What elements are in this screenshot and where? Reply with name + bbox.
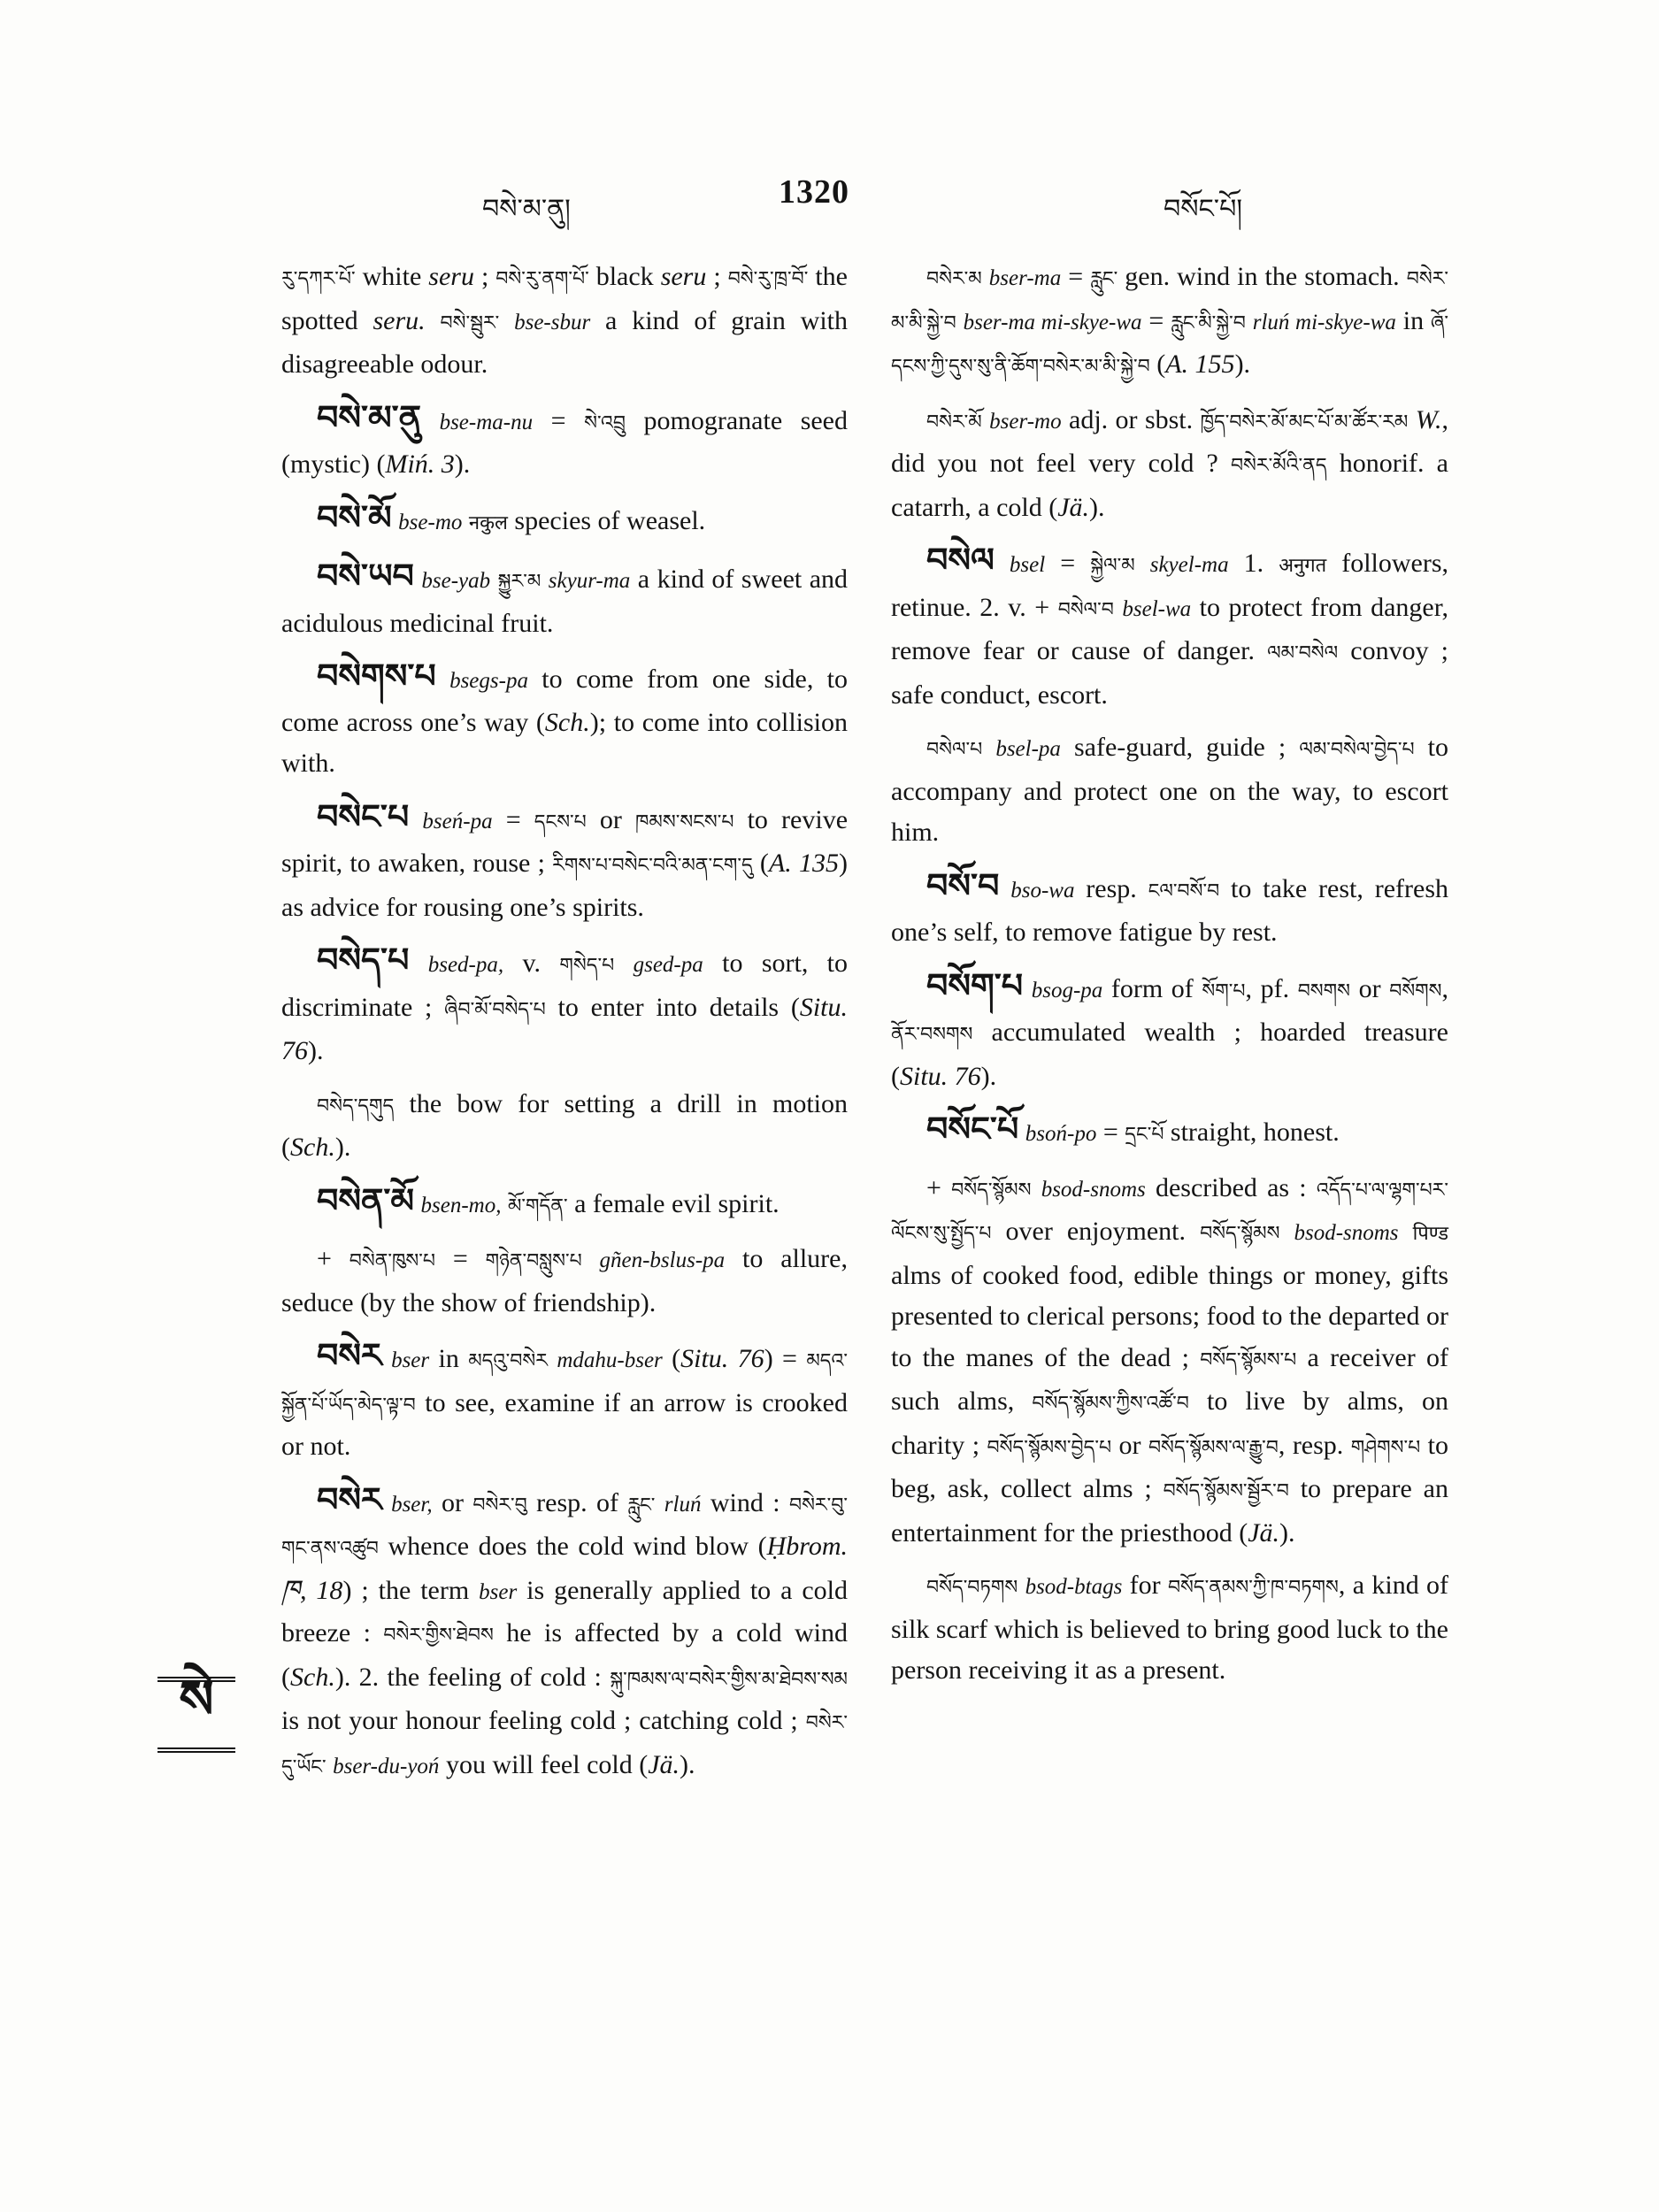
tibetan-text: དྲང་པོ (1125, 1124, 1164, 1146)
tibetan-text: བསེལ་པ (926, 739, 983, 761)
definition-text (655, 1488, 664, 1517)
dictionary-entry (281, 1479, 848, 1789)
reference: A. 135 (768, 849, 840, 878)
tibetan-text: དངས་པ (534, 810, 587, 833)
definition-text: or (1350, 973, 1390, 1003)
definition-text: is generally applied to a cold breeze : (281, 1575, 849, 1647)
definition-text (541, 565, 549, 594)
definition-text: ). (454, 449, 471, 479)
definition-text (982, 262, 989, 291)
tibetan-text: སྐྱུར་མ (497, 571, 541, 593)
tibetan-text: नकुल (468, 511, 508, 534)
tibetan-text: གསེད་པ (559, 955, 615, 977)
left-column (281, 257, 848, 1800)
definition-text: honorif. a catarrh, a cold ( (891, 449, 1448, 522)
dictionary-entry (281, 1335, 848, 1468)
reference: A. 155 (1165, 349, 1235, 379)
definition-text: , did you not feel very cold ? (891, 404, 1449, 478)
transliteration: bser, (391, 1492, 433, 1517)
definition-text: = (533, 405, 585, 435)
transliteration: bsod-snoms (1294, 1221, 1399, 1245)
headword: བསེལ (926, 541, 995, 580)
reference: Situ. 76 (680, 1344, 764, 1373)
right-column (891, 257, 1448, 1703)
definition-text: in (429, 1344, 469, 1373)
reference: Sch. (290, 1662, 335, 1692)
definition-text: = (434, 1244, 486, 1273)
definition-text: to see, examine if an arrow is crooked or not. (281, 1387, 848, 1461)
tibetan-text: अनुगत (1279, 555, 1327, 577)
definition-text: ). (308, 1036, 324, 1065)
tibetan-text: ལམ་བསེལ་བྱེད་པ (1299, 739, 1415, 761)
definition-text (1246, 306, 1253, 335)
transliteration: bser (479, 1579, 518, 1604)
tibetan-text: ངལ་བསོ་བ (1148, 879, 1220, 902)
tibetan-text: བསེ་རུ་ཁྲ་བོ་ (727, 268, 809, 290)
reference: seru (660, 262, 707, 291)
definition-text: ) ; the term (342, 1575, 480, 1605)
reference: Jä. (1248, 1517, 1280, 1548)
margin-letter-mark (157, 1669, 235, 1753)
headword: བསེན་མོ (317, 1180, 415, 1220)
transliteration: bsegs-pa (449, 669, 528, 693)
tibetan-text: རླུང་ (1090, 268, 1118, 290)
definition-text: form of (1102, 973, 1202, 1003)
definition-text: to protect from danger, remove fear or cause of danger. (891, 592, 1448, 665)
definition-text: ). 2. the feeling of cold : (334, 1662, 611, 1692)
transliteration: bsod-snoms (1041, 1177, 1146, 1202)
definition-text: = (1096, 1118, 1125, 1147)
tibetan-text: རླུང་མི་སྐྱེ་བ (1171, 311, 1246, 334)
tibetan-text: བསེར་དུ་ཡོང་ (281, 1712, 848, 1778)
reference: Sch. (544, 707, 590, 737)
tibetan-text: ཁམས་སངས་པ (635, 810, 734, 833)
dictionary-entry (891, 865, 1448, 954)
transliteration: skyur-ma (548, 569, 631, 593)
definition-text: 1. (1228, 549, 1279, 578)
sub-entry (281, 1084, 848, 1169)
definition-text: to revive spirit, to awaken, rouse ; (281, 804, 849, 878)
dictionary-entry (281, 397, 848, 486)
definition-text: ; (473, 262, 496, 291)
sub-entry (891, 1565, 1448, 1692)
transliteration: bseń-pa (422, 809, 493, 833)
definition-text: to take rest, refresh one’s self, to remove fatigue by rest. (891, 873, 1448, 947)
transliteration: gsed-pa (633, 953, 703, 977)
definition-text (499, 306, 514, 335)
definition-text (548, 1344, 557, 1373)
definition-text: to live by alms, on charity ; (891, 1386, 1448, 1460)
dictionary-entry (891, 1109, 1448, 1156)
definition-text: wind : (701, 1487, 789, 1517)
headword: བསེ་མོ (317, 497, 392, 537)
definition-text (421, 406, 440, 435)
tibetan-text: གཉེན་བསླུས་པ (485, 1250, 582, 1272)
reference: Ḥbrom. ཁ, 18 (281, 1532, 848, 1605)
definition-text (1135, 549, 1150, 578)
dictionary-entry (281, 796, 848, 929)
definition-text: ) = (764, 1344, 807, 1373)
definition-text: white (355, 262, 429, 291)
headword: བསེར (317, 1479, 382, 1519)
tibetan-text: རུ་དཀར་པོ་ (281, 268, 356, 290)
tibetan-text: བསེར་མ་མི་སྐྱེ་བ (891, 268, 1449, 334)
transliteration: bser-ma mi-skye-wa (963, 310, 1142, 334)
tibetan-text: བསོད་སྙོམས (951, 1179, 1032, 1202)
definition-text: ); to come into collision with. (281, 707, 848, 778)
transliteration: rluń mi-skye-wa (1252, 310, 1396, 334)
definition-text: ; (706, 262, 728, 291)
transliteration: bsod-btags (1025, 1575, 1123, 1599)
definition-text: , a kind of silk scarf which is believed to bring good luck to the person receiving it as a present. (891, 1571, 1449, 1685)
transliteration: bsel (1009, 553, 1046, 577)
definition-text (995, 549, 1010, 578)
definition-text: a kind of sweet and acidulous medicinal fruit. (281, 565, 849, 638)
definition-text: a female evil spirit. (567, 1188, 780, 1218)
tibetan-text: བསོད་སྙོམས་བྱེད་པ (987, 1436, 1112, 1459)
definition-text (382, 1488, 391, 1517)
sub-entry (891, 727, 1448, 854)
tibetan-text: སྐུ་ཁམས་ལ་བསེར་གྱིས་མ་ཐེབས་སམ (610, 1668, 848, 1691)
definition-text (501, 1189, 508, 1218)
definition-text: ). (1234, 349, 1251, 379)
definition-text (1031, 1173, 1041, 1202)
tibetan-text: མདའུ་བསེར (468, 1350, 548, 1372)
continued-entry (281, 257, 848, 386)
tibetan-text: ཞིབ་མོ་བསེད་པ (444, 998, 546, 1021)
transliteration: bser-mo (989, 409, 1062, 434)
definition-text (436, 664, 449, 694)
definition-text (982, 733, 995, 762)
reference: Situ. 76 (900, 1061, 981, 1091)
definition-text: pomogranate seed (mystic) ( (281, 405, 849, 479)
definition-text: to allure, seduce (by the show of friendship). (281, 1244, 848, 1317)
transliteration: bsel-wa (1122, 596, 1192, 621)
sub-entry (891, 1168, 1448, 1555)
definition-text: ). (680, 1749, 695, 1779)
definition-text (582, 1244, 600, 1273)
tibetan-text: पिण्ड (1412, 1223, 1449, 1245)
definition-text (382, 1344, 391, 1373)
tibetan-text: བསོགས (1389, 979, 1442, 1002)
tibetan-text: བསེར་མོ (926, 411, 982, 434)
definition-text: , pf. (1245, 973, 1298, 1003)
definition-text: accumulated wealth ; hoarded treasure ( (891, 1018, 1448, 1091)
tibetan-text: བསེར་མོའི་ནད (1230, 455, 1327, 477)
reference: Situ. 76 (281, 992, 849, 1065)
definition-text: convoy ; safe conduct, escort. (891, 636, 1448, 710)
definition-text (409, 805, 422, 834)
tibetan-text: བསེར་བུ་གང་ནས་འཚུབ (281, 1494, 848, 1560)
definition-text: the bow for setting a drill in motion ( (281, 1088, 848, 1162)
tibetan-text: བསོད་སྙོམས་སྦྱོར་བ (1163, 1480, 1289, 1502)
transliteration: bser-ma (988, 266, 1062, 290)
definition-text: to come from one side, to come across one’s way ( (281, 664, 849, 737)
tibetan-text: མདའ་སྐྱོན་པོ་ཡོད་མེད་ལྟ་བ (281, 1350, 849, 1417)
definition-text: to accompany and protect one on the way, to escort him. (891, 733, 1449, 847)
definition-text: black (588, 262, 661, 291)
definition-text (982, 405, 989, 434)
header-left-guideword: བསེ་མ་ནུ། (482, 194, 571, 225)
page-number: 1320 (779, 173, 849, 211)
definition-text: a receiver of such alms, (891, 1342, 1449, 1416)
sub-entry (891, 257, 1448, 388)
definition-text (956, 306, 964, 335)
definition-text (490, 565, 498, 594)
reference: Sch. (290, 1133, 335, 1162)
dictionary-entry (891, 540, 1448, 716)
tibetan-text: སྐྱེལ་མ (1090, 555, 1135, 577)
tibetan-text: བསོད་ནམས་ཀྱི་ཁ་བཏགས (1167, 1577, 1339, 1599)
definition-text (326, 1750, 334, 1779)
definition-text: to enter into details ( (545, 992, 800, 1022)
running-header (0, 173, 1659, 226)
definition-text: , resp. (1278, 1430, 1351, 1460)
definition-text: over enjoyment. (991, 1217, 1201, 1246)
tibetan-text: ཁྱོད་བསེར་མོ་མང་པོ་མ་ཚོར་རམ (1200, 411, 1409, 434)
definition-text (1399, 1217, 1413, 1246)
transliteration: bsel-pa (995, 737, 1061, 761)
definition-text: ( (1149, 349, 1166, 379)
definition-text: = (492, 804, 534, 834)
dictionary-entry (281, 656, 848, 785)
definition-text: alms of cooked food, edible things or money, gifts presented to clerical persons; food to the departed or to the manes of the dead ; (891, 1260, 1448, 1372)
definition-text: to prepare an entertainment for the priesthood ( (891, 1474, 1448, 1548)
tibetan-text: བསེད་དགུད (317, 1094, 395, 1118)
tibetan-text: བསོད་སྙོམས་པ (1200, 1348, 1297, 1371)
reference: Jä. (648, 1749, 680, 1779)
tibetan-text: རིགས་པ་བསེང་བའི་མན་ངག་དུ (552, 855, 753, 877)
definition-text: resp. of (526, 1487, 628, 1517)
transliteration: mdahu-bser (557, 1348, 663, 1372)
dictionary-entry (281, 497, 848, 545)
headword: བསེགས་པ (317, 657, 436, 695)
transliteration: bsed-pa, (427, 953, 504, 977)
dictionary-entry (281, 940, 848, 1072)
definition-text: resp. (1074, 873, 1148, 903)
definition-text (462, 506, 469, 535)
tibetan-text: བསོད་བཏགས (926, 1577, 1018, 1599)
transliteration: gñen-bslus-pa (599, 1248, 726, 1272)
definition-text: ). (980, 1061, 997, 1091)
reference: W. (1415, 404, 1442, 434)
tibetan-text: སོག་པ (1202, 979, 1246, 1002)
headword: བསེང་པ (317, 796, 410, 836)
definition-text (1279, 1217, 1294, 1246)
reference: seru. (373, 305, 426, 335)
tibetan-text: བསགས (1297, 979, 1350, 1002)
definition-text: ( (662, 1344, 681, 1373)
transliteration: skyel-ma (1149, 553, 1229, 577)
headword: བསེ་མ་ནུ (317, 397, 421, 437)
tibetan-text: བསེར་གྱིས་ཐེབས (383, 1624, 494, 1647)
definition-text: ). (334, 1133, 351, 1162)
tibetan-text: བསེལ་བ (1057, 598, 1114, 621)
definition-text: ) as advice for rousing one’s spirits. (281, 849, 849, 922)
reference: Jä. (1057, 492, 1090, 522)
definition-text: you will feel cold ( (439, 1749, 649, 1779)
transliteration: bso-wa (1010, 878, 1075, 902)
definition-text (1023, 974, 1032, 1003)
definition-text (1114, 593, 1122, 622)
definition-text (1018, 1118, 1025, 1147)
tibetan-text: བསེ་སྦུར་ (440, 311, 500, 334)
definition-text (614, 949, 633, 978)
headword: བསེད་པ (317, 941, 410, 979)
transliteration: bser (391, 1348, 430, 1372)
headword: བསོང་པོ (926, 1110, 1019, 1148)
transliteration: bsog-pa (1031, 978, 1103, 1002)
definition-text (999, 874, 1010, 903)
definition-text (1018, 1571, 1025, 1600)
tibetan-text: རླུང་ (627, 1494, 656, 1517)
definition-text: a kind of grain with disagreeable odour. (281, 305, 849, 379)
definition-text: the spotted (281, 262, 848, 335)
sub-entry (891, 400, 1448, 529)
definition-text: ( (752, 849, 769, 878)
transliteration: bser-du-yoń (333, 1754, 440, 1778)
tibetan-text: བསེར་མ (926, 268, 982, 290)
transliteration: bse-yab (421, 569, 491, 593)
definition-text: , (1441, 973, 1449, 1003)
headword: བསོག་པ (926, 965, 1024, 1005)
definition-text: ). (1279, 1517, 1295, 1548)
transliteration: bse-sbur (514, 310, 591, 334)
definition-text: for (1122, 1571, 1168, 1600)
reference: seru (428, 262, 474, 291)
tibetan-text: བསོད་སྙོམས་ཀྱིས་འཚོ་བ (1032, 1393, 1189, 1415)
definition-text: + (317, 1244, 349, 1273)
headword: བསེར (317, 1336, 382, 1375)
definition-text: adj. or sbst. (1061, 404, 1201, 434)
tibetan-text: བསེར་བུ (472, 1494, 527, 1517)
tibetan-text: གཤེགས་པ (1350, 1436, 1421, 1459)
tibetan-text: སེ་འབྲུ (584, 411, 626, 434)
dictionary-entry (891, 965, 1448, 1098)
tibetan-text: ནོར་བསགས (891, 1024, 973, 1046)
definition-text: whence does the cold wind blow ( (378, 1532, 767, 1561)
definition-text: or (1111, 1430, 1148, 1460)
transliteration: bsoń-po (1025, 1122, 1097, 1146)
sub-entry (281, 1239, 848, 1324)
definition-text: or (432, 1487, 473, 1517)
tibetan-text: བསེ་རུ་ནག་པོ་ (495, 268, 589, 290)
definition-text: = (1061, 262, 1091, 291)
definition-text (426, 306, 441, 335)
transliteration: rluń (664, 1492, 702, 1517)
transliteration: bsen-mo, (420, 1193, 502, 1217)
definition-text: or (586, 804, 636, 834)
headword: བསེ་ཡབ (317, 557, 414, 595)
tibetan-text: ལམ་བསེལ (1267, 642, 1339, 664)
definition-text: = (1141, 305, 1171, 335)
definition-text: to beg, ask, collect alms ; (891, 1430, 1448, 1503)
definition-text: he is affected by a cold wind ( (281, 1618, 848, 1692)
definition-text (1408, 405, 1415, 434)
definition-text: described as : (1145, 1172, 1317, 1202)
headword: བསོ་བ (926, 865, 1000, 905)
tibetan-text: མོ་གདོན་ (507, 1194, 568, 1217)
dictionary-entry (281, 1180, 848, 1228)
margin-letter: སེ (179, 1669, 214, 1730)
definition-text: + (926, 1172, 952, 1202)
definition-text (409, 949, 427, 978)
definition-text: species of weasel. (507, 505, 706, 535)
tibetan-text: འདོད་པ་ལ་ལྷག་པར་ལོངས་སུ་སྤྱོད་པ (891, 1179, 1448, 1245)
header-right-guideword: བསོང་པོ། (1164, 194, 1242, 225)
definition-text: v. (503, 949, 560, 978)
tibetan-text: བསེན་ཁུས་པ (349, 1250, 435, 1272)
definition-text: straight, honest. (1164, 1118, 1340, 1147)
definition-text: gen. wind in the stomach. (1118, 262, 1407, 291)
definition-text: = (1045, 549, 1091, 578)
definition-text: is not your honour feeling cold ; catching cold ; (281, 1706, 806, 1735)
definition-text (414, 1189, 421, 1218)
dictionary-entry (281, 556, 848, 644)
definition-text: ). (1089, 492, 1105, 522)
definition-text: followers, retinue. 2. v. + (891, 549, 1449, 622)
transliteration: bse-mo (398, 510, 463, 534)
definition-text: in (1395, 305, 1431, 335)
tibetan-text: ཞོ་དངས་ཀྱི་དུས་སུ་ནི་ཆོག་བསེར་མ་མི་སྐྱེ་བ (891, 311, 1449, 378)
definition-text: safe-guard, guide ; (1060, 733, 1300, 762)
tibetan-text: བསོད་སྙོམས (1200, 1223, 1280, 1245)
tibetan-text: བསོད་སྙོམས་ལ་རྒྱུ་བ (1148, 1436, 1279, 1459)
transliteration: bse-ma-nu (439, 410, 534, 434)
reference: Miń. 3 (385, 449, 455, 479)
definition-text: to sort, to discriminate ; (281, 949, 849, 1022)
